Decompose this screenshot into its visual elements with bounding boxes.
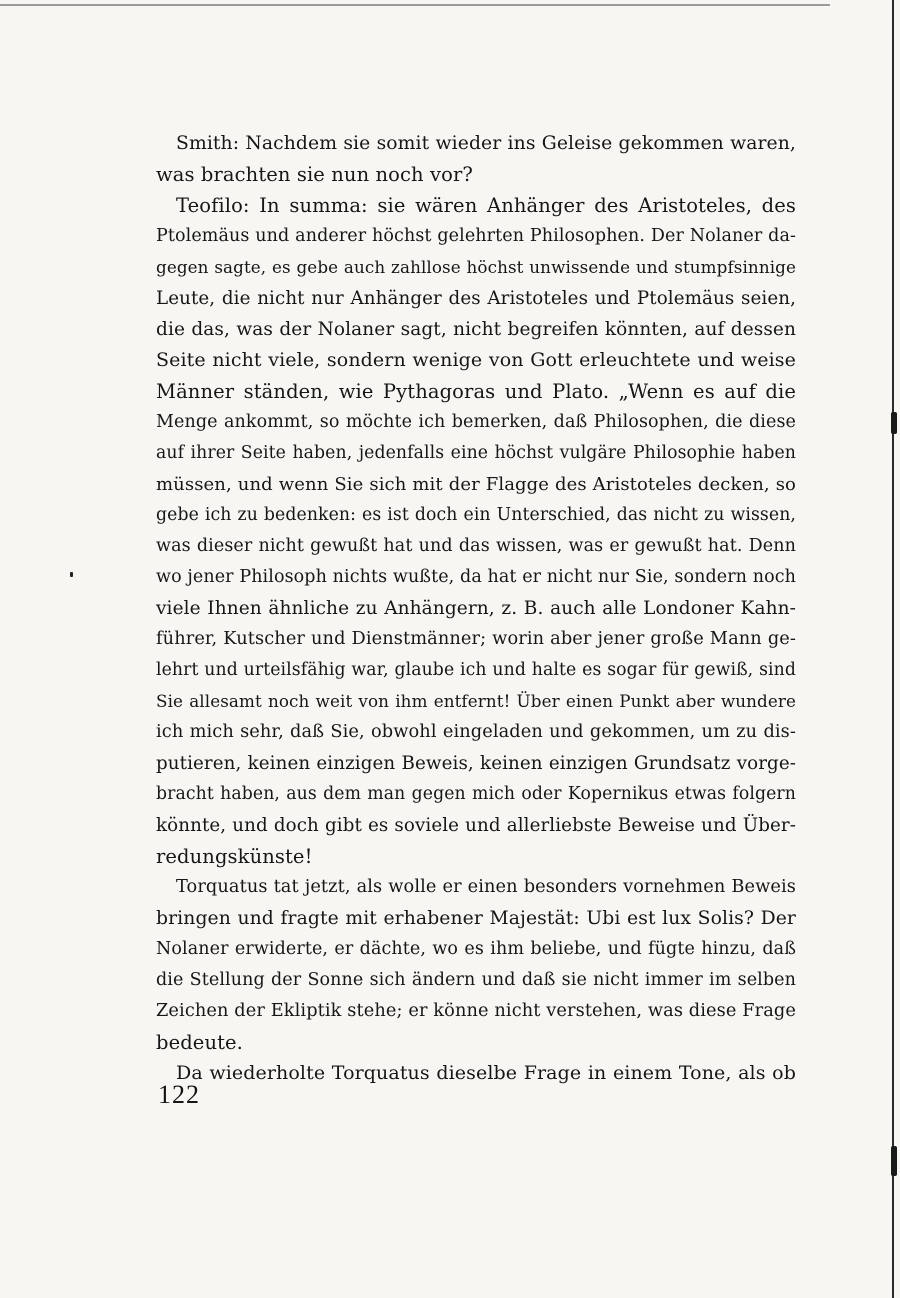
text-line: die Stellung der Sonne sich ändern und daß sie nicht immer im selben [156,970,796,990]
text-line: wo jener Philosoph nichts wußte, da hat er nicht nur Sie, sondern noch [156,567,796,587]
text-line: könnte, und doch gibt es soviele und allerliebste Beweise und Über- [156,815,796,836]
text-line: auf ihrer Seite haben, jedenfalls eine höchst vulgäre Philosophie haben [156,443,796,463]
text-line: Zeichen der Ekliptik stehe; er könne nicht verstehen, was diese Frage [156,1001,796,1021]
text-line: redungskünste! [156,845,313,868]
text-line: Menge ankommt, so möchte ich bemerken, daß Philosophen, die diese [156,412,796,432]
text-line: bedeute. [156,1031,243,1054]
text-line: Da wiederholte Torquatus dieselbe Frage in einem Tone, als ob [176,1062,796,1084]
text-line: putieren, keinen einzigen Beweis, keinen einzigen Grundsatz vorge- [156,753,796,774]
text-line: Leute, die nicht nur Anhänger des Aristoteles und Ptolemäus seien, [156,288,796,309]
text-line: die das, was der Nolaner sagt, nicht begreifen könnten, auf dessen [156,319,796,340]
text-line: Torquatus tat jetzt, als wolle er einen besonders vornehmen Beweis [176,877,796,897]
text-line: Teofilo: In summa: sie wären Anhänger des Aristoteles, des [176,194,796,217]
text-line: Nolaner erwiderte, er dächte, wo es ihm beliebe, und fügte hinzu, daß [156,939,796,959]
text-line: was brachten sie nun noch vor? [156,163,473,186]
text-line: Seite nicht viele, sondern wenige von Gott erleuchtete und weise [156,349,796,371]
text-line: bracht haben, aus dem man gegen mich oder Kopernikus etwas folgern [156,784,796,804]
text-line: ich mich sehr, daß Sie, obwohl eingeladen und gekommen, um zu dis- [156,722,796,742]
text-line: müssen, und wenn Sie sich mit der Flagge des Aristoteles decken, so [156,474,796,495]
text-line: Ptolemäus und anderer höchst gelehrten Philosophen. Der Nolaner da- [156,226,796,246]
text-line: führer, Kutscher und Dienstmänner; worin aber jener große Mann ge- [156,629,796,649]
text-line: Smith: Nachdem sie somit wieder ins Geleise gekommen waren, [176,133,796,154]
edge-blot-mark [891,412,897,434]
text-line: gebe ich zu bedenken: es ist doch ein Unterschied, das nicht zu wissen, [156,505,796,525]
text-line: lehrt und urteilsfähig war, glaube ich und halte es sogar für gewiß, sind [156,660,796,680]
text-line: Männer ständen, wie Pythagoras und Plato. „Wenn es auf die [156,380,796,403]
ink-speck [70,572,73,577]
body-text [156,128,796,1089]
text-line: gegen sagte, es gebe auch zahllose höchst unwissende und stumpfsinnige [156,257,796,277]
text-line: was dieser nicht gewußt hat und das wissen, was er gewußt hat. Denn [156,536,796,556]
text-line: Sie allesamt noch weit von ihm entfernt! Über einen Punkt aber wundere [156,691,796,711]
top-edge-rule [0,4,830,6]
page-edge-line [892,0,894,1298]
page-number: 122 [158,1080,200,1109]
text-line: viele Ihnen ähnliche zu Anhängern, z. B. auch alle Londoner Kahn- [156,598,796,619]
text-line: bringen und fragte mit erhabener Majestät: Ubi est lux Solis? Der [156,908,796,929]
edge-blot-mark [891,1146,897,1176]
